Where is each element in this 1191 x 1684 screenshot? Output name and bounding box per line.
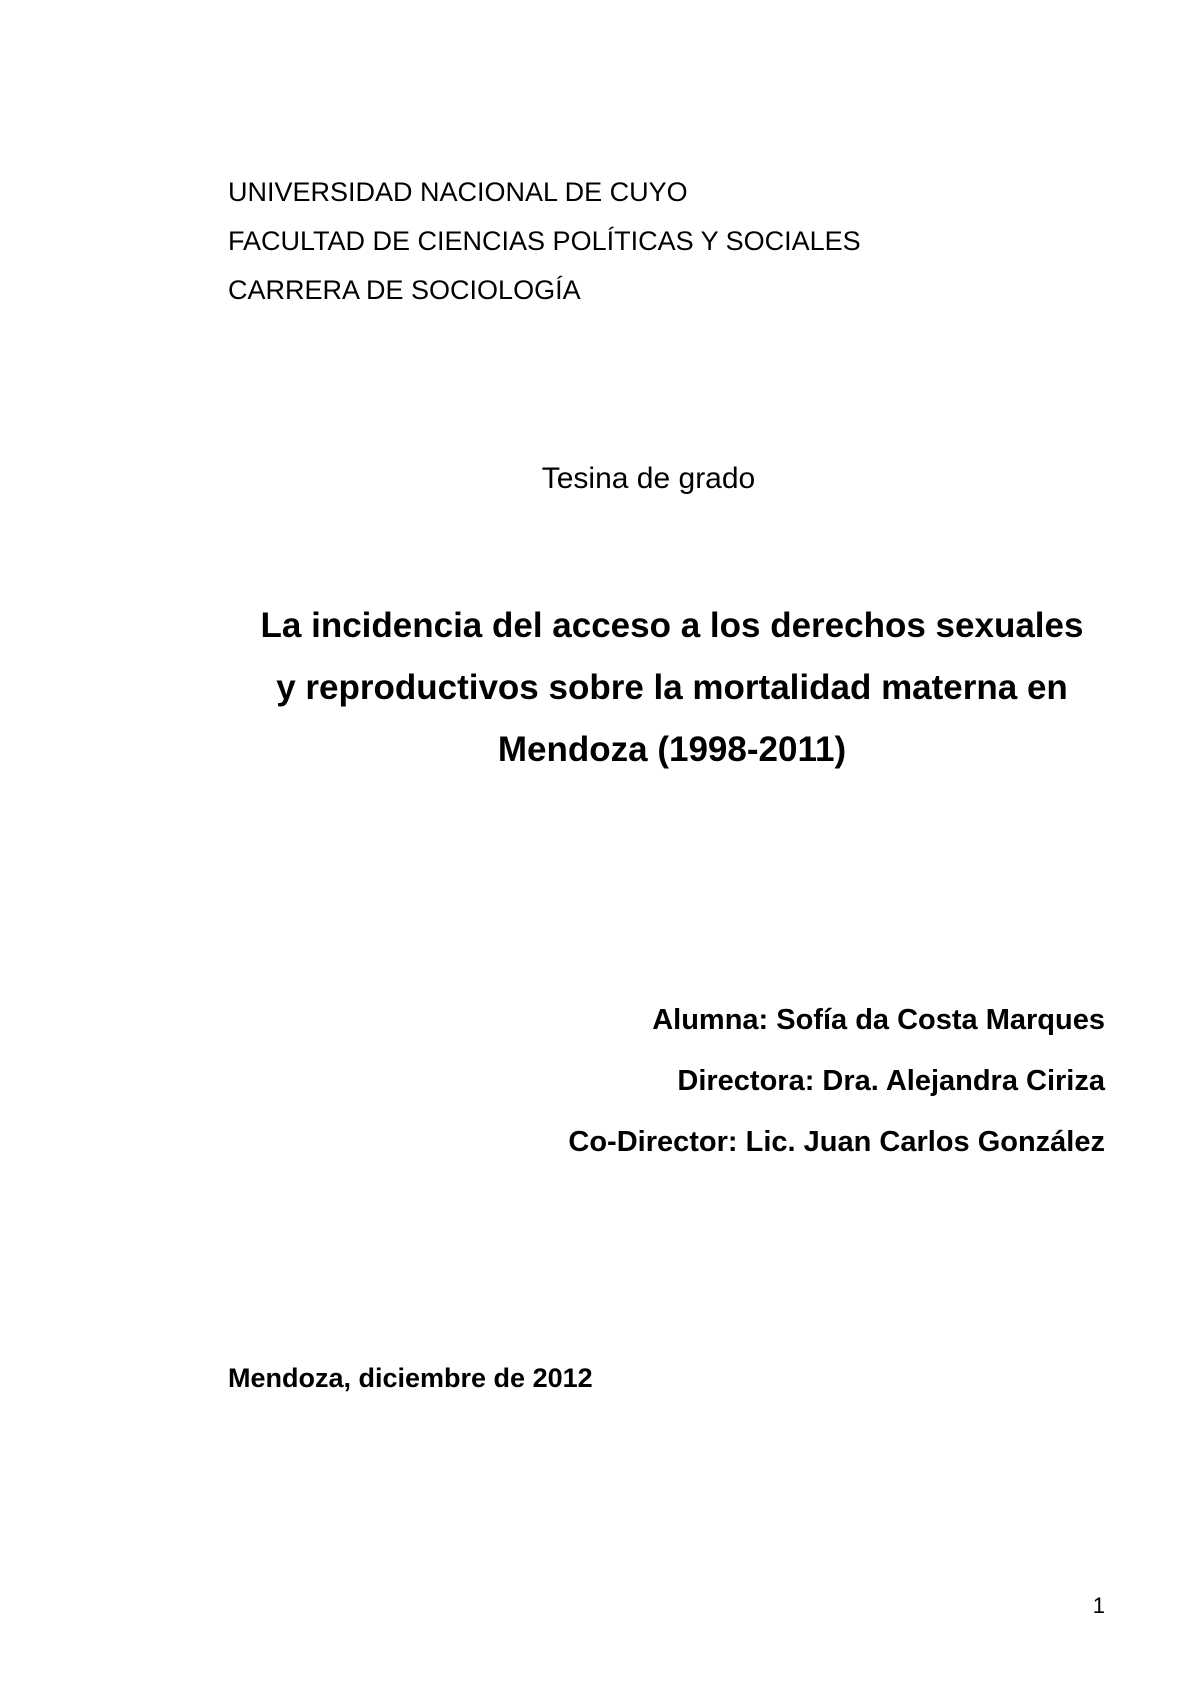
director-credit: Directora: Dra. Alejandra Ciriza (677, 1065, 1105, 1097)
place-and-date: Mendoza, diciembre de 2012 (228, 1363, 593, 1393)
thesis-title-line-1: La incidencia del acceso a los derechos sexuales (260, 606, 1084, 645)
thesis-title (228, 595, 1116, 781)
co-director-credit: Co-Director: Lic. Juan Carlos González (568, 1126, 1105, 1158)
page-number: 1 (1092, 1593, 1105, 1618)
credits-block (568, 990, 1105, 1173)
thesis-title-line-2: y reproductivos sobre la mortalidad materna en (276, 668, 1068, 707)
institution-header (228, 168, 861, 315)
university-name: UNIVERSIDAD NACIONAL DE CUYO (228, 177, 688, 207)
student-credit: Alumna: Sofía da Costa Marques (652, 1004, 1105, 1036)
faculty-name: FACULTAD DE CIENCIAS POLÍTICAS Y SOCIALES (228, 226, 861, 256)
career-name: CARRERA DE SOCIOLOGÍA (228, 275, 581, 305)
document-type: Tesina de grado (541, 462, 756, 495)
thesis-title-line-3: Mendoza (1998-2011) (497, 730, 847, 769)
